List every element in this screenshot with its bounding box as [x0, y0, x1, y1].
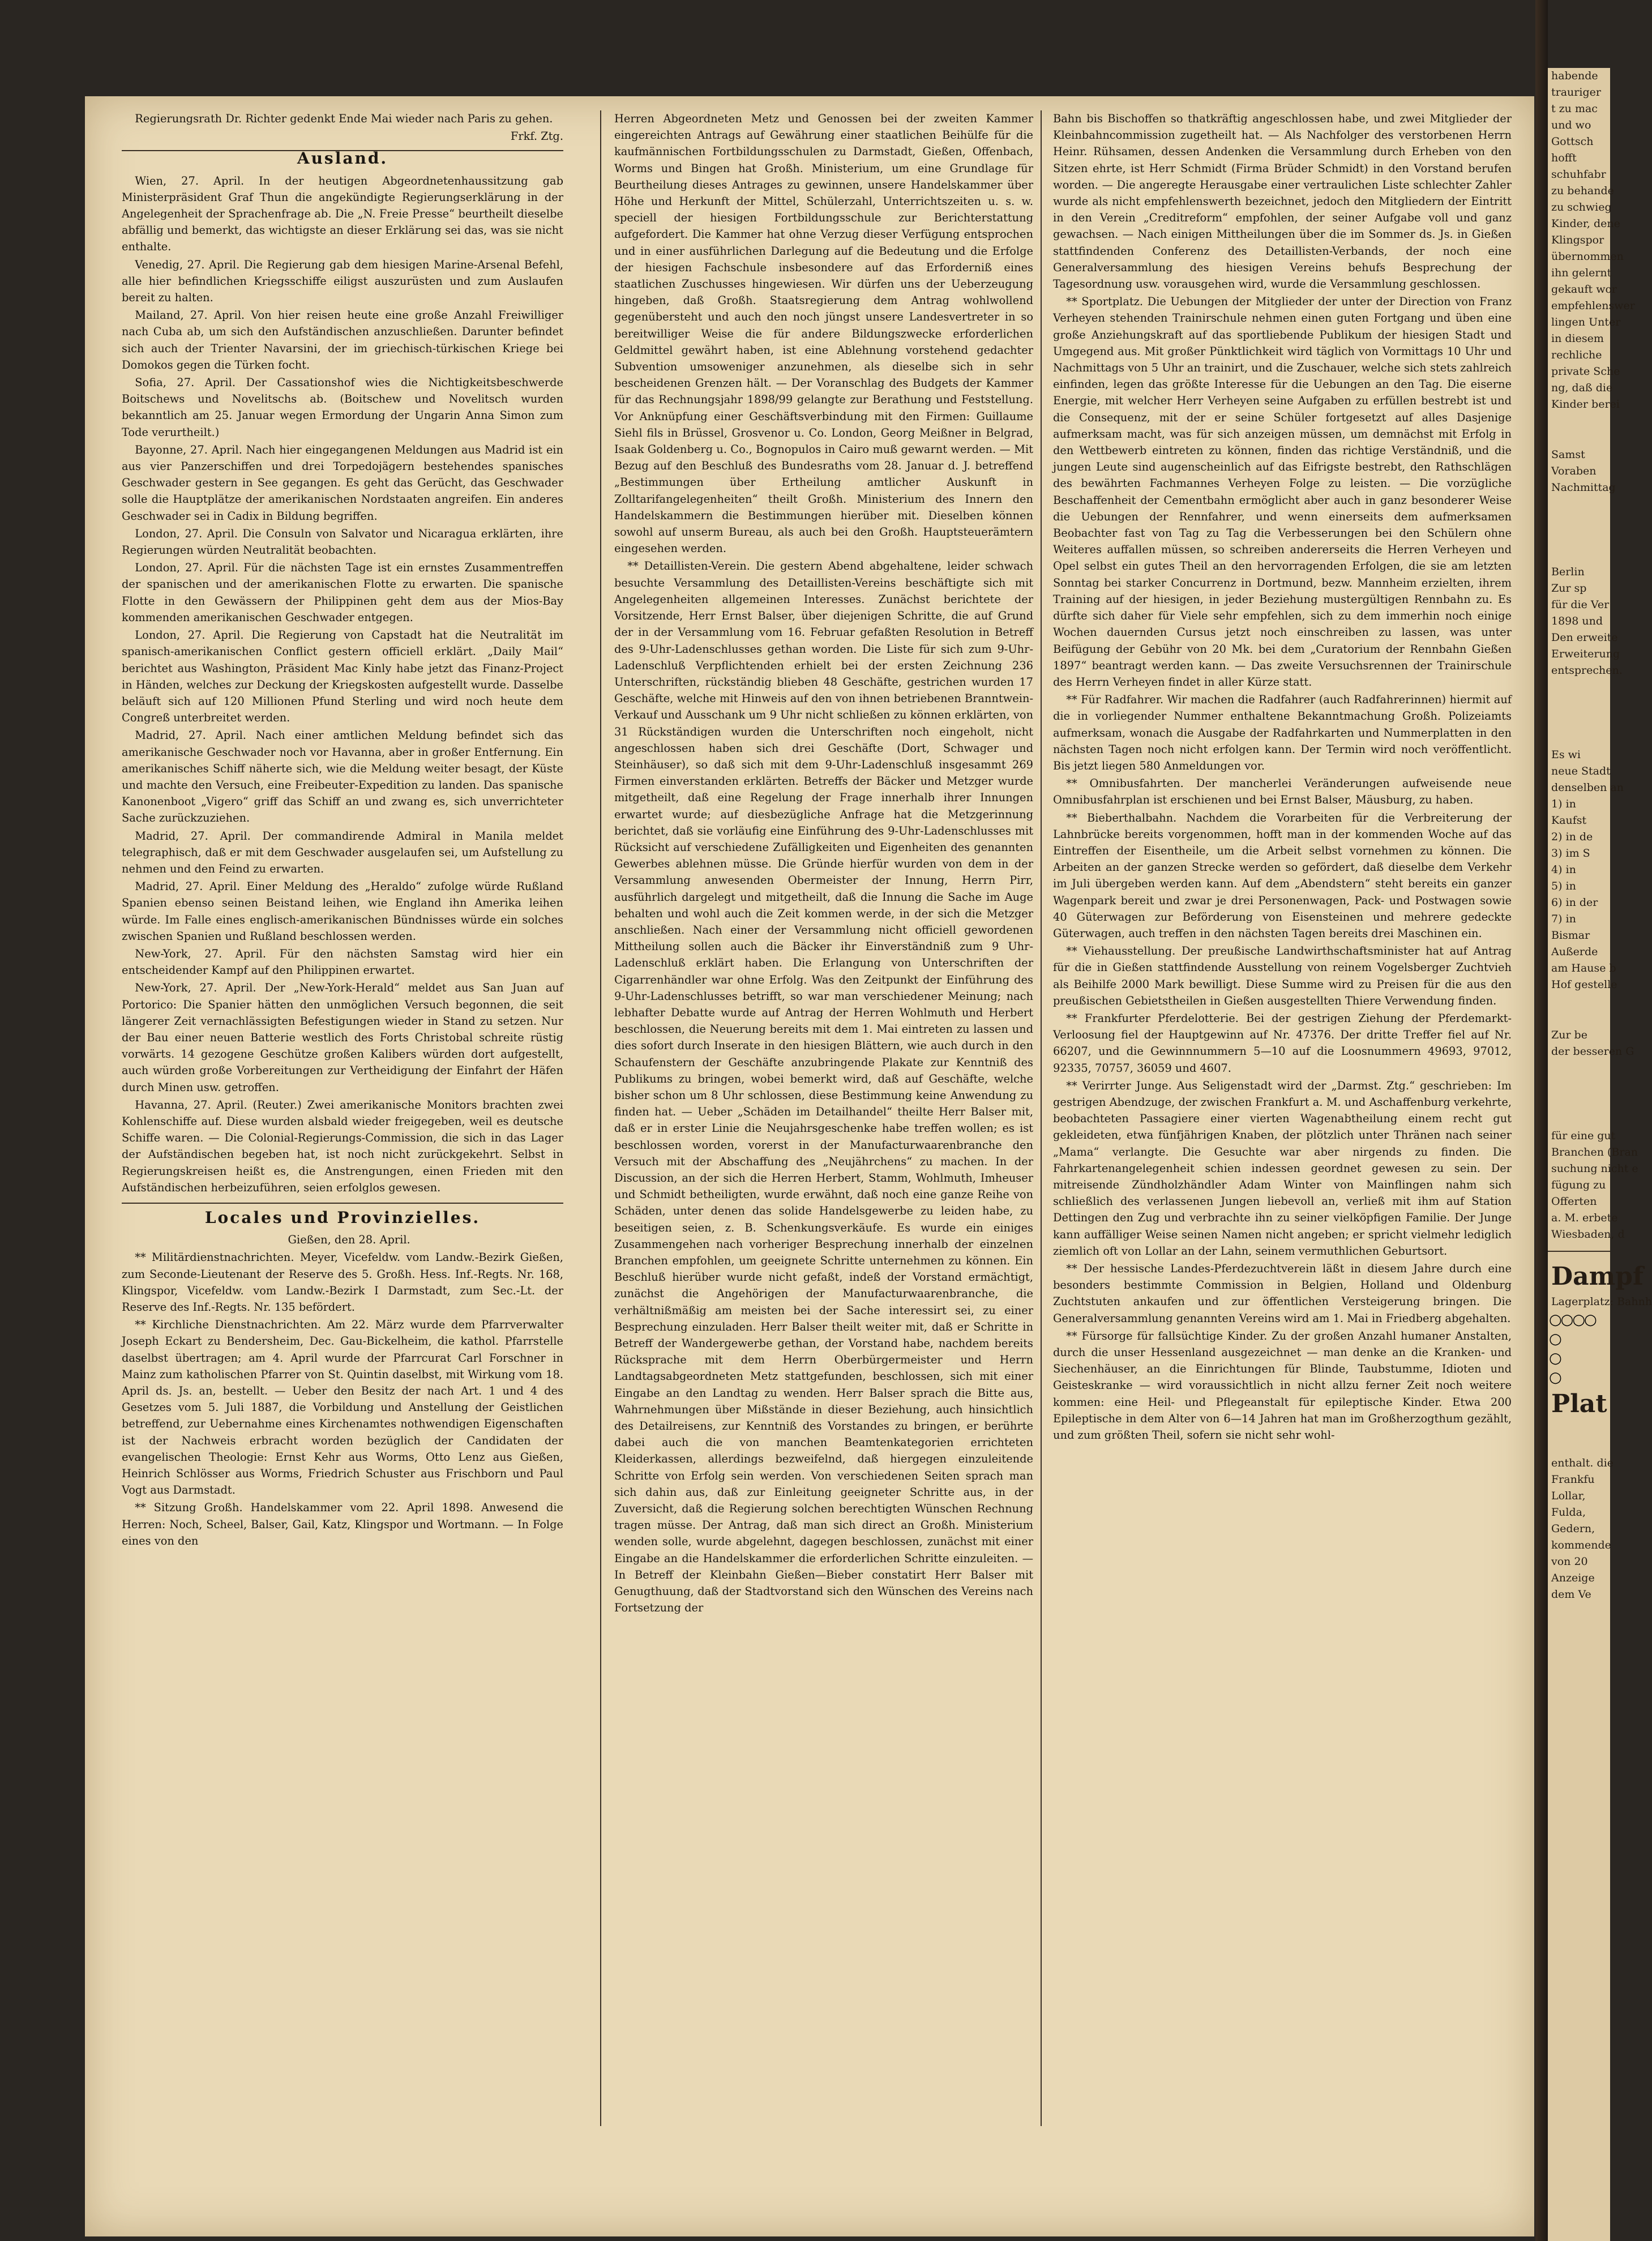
edge-text-line: Samst: [1551, 448, 1585, 461]
paragraph: ** Frankfurter Pferdelotterie. Bei der gestrigen Ziehung der Pferdemarkt-Verloosung fiel der Hauptgewinn auf Nr. 47376. Der dritte Treffer fiel auf Nr. 66207, und die Gewinnnummern 5—10 auf die Loosnummern 49693, 97012, 92335, 70757, 36059 und 4607.: [1053, 1011, 1512, 1075]
paragraph: ** Bieberthalbahn. Nachdem die Vorarbeiten für die Verbreiterung der Lahnbrücke bereits vorgenommen, hofft man in der kommenden Woche auf das Eintreffen der Eisentheile, um die Arbeit selbst vornehmen zu können. Die Arbeiten an der ganzen Strecke werden so gefördert, daß dieselbe dem Verkehr im Juli übergeben werden kann. Auf dem „Abendstern“ steht bereits ein ganzer Wagenpark bereit und zwar je drei Personenwagen, Pack- und Postwagen sowie 40 Güterwagen zur Beförderung von Eisensteinen und mehrere gedeckte Güterwagen, auch treffen in den nächsten Tagen bereits drei Maschinen ein.: [1053, 811, 1512, 940]
edge-text-line: der besseren G: [1551, 1045, 1634, 1058]
section-heading-ausland: Ausland.: [297, 149, 388, 168]
edge-text-line: zu schwieg: [1551, 201, 1612, 213]
edge-text-line: Offerten: [1551, 1195, 1597, 1208]
paragraph: ** Fürsorge für fallsüchtige Kinder. Zu der großen Anzahl humaner Anstalten, durch die unser Hessenland ausgezeichnet — man denke an die Kranken- und Siechenhäuser, an die Einrichtungen für Blinde, Taubstumme, Idioten und Geisteskranke — wird voraussichtlich in nicht allzu ferner Zeit noch weitere kommen: eine Heil- und Pflegeanstalt für epileptische Kinder. Etwa 200 Epileptische in dem Alter von 6—14 Jahren hat man im Großherzogthum gezählt, und zum größten Theil, sofern sie nicht sehr wohl-: [1053, 1329, 1512, 1442]
edge-text-line: private Sche: [1551, 365, 1620, 378]
adjacent-page-text-ad: [1548, 1421, 1614, 1603]
edge-text-line: trauriger: [1551, 86, 1601, 99]
edge-text-line: gekauft wor: [1551, 283, 1617, 296]
paragraph: Bahn bis Bischoffen so thatkräftig angeschlossen habe, und zwei Mitglieder der Kleinbahncommission zugetheilt hat. — Als Nachfolger des verstorbenen Herrn Heinr. Rühsamen, dessen Andenken die Versammlung durch Erheben von den Sitzen ehrte, ist Herr Schmidt (Firma Brüder Schmidt) in den Vorstand berufen worden. — Die angeregte Herausgabe einer vertraulichen Liste schlechter Zahler wurde als nicht empfehlenswerth bezeichnet, jedoch den Mitgliedern der Eintritt in den Verein „Creditreform“ empfohlen, der seiner Aufgabe voll und ganz gewachsen. — Nach einigen Mittheilungen über die im Sommer ds. Js. in Gießen stattfindenden Conferenz des Detaillisten-Verbands, der noch eine Generalversammlung des hiesigen Vereins behufs Besprechung der Tagesordnung usw. vorausgehen wird, wurde die Versammlung geschlossen.: [1053, 112, 1512, 291]
edge-text-line: [1548, 679, 1610, 713]
column-rule-1: [600, 110, 601, 2126]
edge-text-line: [1548, 530, 1610, 564]
edge-text-line: Zur sp: [1551, 582, 1587, 595]
edge-text-line: fügung zu: [1551, 1179, 1606, 1191]
edge-text-line: Wiesbaden, d: [1551, 1228, 1625, 1241]
edge-text-line: am Hause b: [1551, 962, 1616, 974]
edge-text-line: Anzeige: [1551, 1572, 1595, 1584]
edge-text-line: von 20: [1551, 1555, 1588, 1568]
edge-text-line: Berlin: [1551, 566, 1585, 578]
edge-text-line: Den erweite: [1551, 631, 1618, 644]
edge-text-line: Lagerplatz: Bahnh: [1551, 1295, 1652, 1308]
edge-text-line: suchung nicht e: [1551, 1162, 1638, 1175]
paragraph: ** Für Radfahrer. Wir machen die Radfahrer (auch Radfahrerinnen) hiermit auf die in vorliegender Nummer enthaltene Bekanntmachung Großh. Polizeiamts aufmerksam, wonach die Ausgabe der Radfahrkarten und Nummerplatten in den nächsten Tagen noch nicht erfolgen kann. Der Termin wird noch veröffentlicht. Bis jetzt liegen 580 Anmeldungen vor.: [1053, 693, 1512, 772]
edge-text-line: [1548, 496, 1610, 530]
adjacent-page-text: [1548, 68, 1638, 1243]
edge-text-line: übernommen: [1551, 250, 1624, 263]
edge-text-line: Kaufst: [1551, 814, 1587, 827]
paragraph: London, 27. April. Die Regierung von Capstadt hat die Neutralität im spanisch-amerikanischen Conflict gestern officiell erklärt. „Daily Mail“ berichtet aus Washington, Präsident Mac Kinly habe jetzt das Finanz-Project in Händen, welches zur Deckung der Kriegskosten aufgestellt wurde. Dasselbe beläuft sich auf 120 Millionen Pfund Sterling und wird noch heute dem Congreß unterbreitet werden.: [122, 628, 563, 725]
edge-text-line: entsprechen.: [1551, 664, 1623, 677]
paragraph: London, 27. April. Für die nächsten Tage ist ein ernstes Zusammentreffen der spanischen und der amerikanischen Flotte zu erwarten. Die spanische Flotte in den Gewässern der Philippinen geht dem aus der Mios-Bay kommenden amerikanischen Geschwader entgegen.: [122, 561, 563, 624]
edge-text-line: lingen Unter: [1551, 316, 1621, 328]
edge-text-line: Außerde: [1551, 946, 1598, 958]
dateline: Gießen, den 28. April.: [288, 1233, 410, 1247]
paragraph: Mailand, 27. April. Von hier reisen heute eine große Anzahl Freiwilliger nach Cuba ab, um sich den Aufständischen anzuschließen. Darunter befindet sich auch der Trienter Navarsini, der im griechisch-türkischen Kriege bei Domokos gegen die Türken focht.: [122, 309, 563, 371]
edge-text-line: [1548, 993, 1610, 1027]
edge-text-line: Bismar: [1551, 929, 1590, 942]
edge-text-line: 4) in: [1551, 863, 1576, 876]
paragraph: Madrid, 27. April. Der commandirende Admiral in Manila meldet telegraphisch, daß er mit dem Geschwader ausgelaufen sei, um Aufstellung zu nehmen und den Feind zu erwarten.: [122, 829, 563, 875]
edge-text-line: 2) in de: [1551, 831, 1593, 843]
edge-text-line: 1898 und: [1551, 615, 1603, 627]
paragraph: ** Kirchliche Dienstnachrichten. Am 22. März wurde dem Pfarrverwalter Joseph Eckart zu Bendersheim, Dec. Gau-Bickelheim, die kathol. Pfarrstelle daselbst übertragen; am 4. April wurde der Pfarrcurat Carl Forschner in Mainz zum katholischen Pfarrer von St. Quintin daselbst, mit Wirkung vom 18. April ds. Js. an, bestellt. — Ueber den Besitz der nach Art. 1 und 4 des Gesetzes vom 5. Juli 1887, die Vorbildung und Anstellung der Geistlichen betreffend, zur Uebernahme eines Kirchenamtes nothwendigen Eigenschaften ist der Nachweis erbracht worden bezüglich der Candidaten der evangelischen Theologie: Ernst Kehr aus Worms, Otto Lenz aus Gießen, Heinrich Schlösser aus Worms, Friedrich Schuster aus Frischborn und Paul Vogt aus Darmstadt.: [122, 1318, 563, 1497]
edge-text-line: Gedern,: [1551, 1522, 1595, 1535]
edge-text-line: Hof gestelle: [1551, 978, 1617, 991]
edge-text-line: rechliche: [1551, 349, 1602, 361]
paragraph: London, 27. April. Die Consuln von Salvator und Nicaragua erklärten, ihre Regierungen würden Neutralität beobachten.: [122, 527, 563, 557]
edge-text-line: schuhfabr: [1551, 168, 1606, 181]
source-credit: Frkf. Ztg.: [510, 130, 563, 143]
edge-ad-heading: Plat: [1551, 1389, 1607, 1418]
edge-text-line: Fulda,: [1551, 1506, 1586, 1519]
edge-text-line: ng, daß die: [1551, 382, 1613, 394]
paragraph: ** Der hessische Landes-Pferdezuchtverein läßt in diesem Jahre durch eine besonders bestimmte Commission in Belgien, Holland und Oldenburg Zuchtstuten ankaufen und zur öffentlichen Versteigerung bringen. Die Generalversammlung genannten Vereins wird am 1. Mai in Friedberg abgehalten.: [1053, 1262, 1512, 1325]
edge-text-line: Voraben: [1551, 465, 1597, 477]
section-rule: [122, 1203, 563, 1204]
edge-text-line: für die Ver: [1551, 598, 1610, 611]
edge-text-line: t zu mac: [1551, 102, 1598, 115]
ornament-border: ○○○○ ○ ○ ○: [1549, 1311, 1596, 1386]
paragraph: ** Omnibusfahrten. Der mancherlei Veränderungen aufweisende neue Omnibusfahrplan ist erschienen und bei Ernst Balser, Mäusburg, zu haben.: [1053, 777, 1512, 807]
edge-text-line: [1548, 713, 1610, 747]
edge-text-line: ihn gelernt: [1551, 267, 1612, 279]
paragraph: Regierungsrath Dr. Richter gedenkt Ende Mai wieder nach Paris zu gehen.: [135, 112, 553, 125]
edge-rule: [1548, 1251, 1610, 1252]
edge-text-line: enthalt. die: [1551, 1457, 1614, 1469]
paragraph: ** Detaillisten-Verein. Die gestern Abend abgehaltene, leider schwach besuchte Versammlung des Detaillisten-Vereins beschäftigte sich mit Angelegenheiten allgemeinen Interesses. Zunächst berichtete der Vorsitzende, Herr Ernst Balser, über diejenigen Schritte, die auf Grund der in der Versammlung vom 16. Februar gefaßten Resolution in Betreff des 9-Uhr-Ladenschlusses gethan worden. Die Liste für sich zum 9-Uhr-Ladenschluß Verpflichtenden erhielt bei der ersten Zeichnung 236 Unterschriften, rückständig blieben 48 Geschäfte, gestrichen wurden 17 Geschäfte, welche mit Hinweis auf den von ihnen betriebenen Branntwein-Verkauf und Ausschank um 9 Uhr nicht schließen zu können erklärten, von 31 Rückständigen wurden die Unterschriften noch eingeholt, nicht angeschlossen haben sich drei Geschäfte (Dort, Schwager und Steinhäuser), so daß sich mit dem 9-Uhr-Ladenschluß insgesammt 269 Firmen einverstanden erklärten. Betreffs der Bäcker und Metzger wurde mitgetheilt, daß eine Regelung der Frage innerhalb ihrer Innungen erwartet wurde; auf diesbezügliche Anfrage hat die Metzgerinnung berichtet, daß sie vorläufig eine Einführung des 9-Uhr-Ladenschlusses mit Rücksicht auf verschiedene Zufälligkeiten und Eigenheiten des genannten Gewerbes ablehnen müsse. Die Gründe hierfür wurden von dem in der Versammlung anwesenden Obermeister der Innung, Herrn Pirr, ausführlich dargelegt und mitgetheilt, daß die Innung die Sache im Auge behalten und wohl auch die Zeit kommen werde, in der sich die Metzger anschließen. Nach einer der Versammlung nicht officiell gewordenen Mittheilung sollen auch die Bäcker ihr Einverständniß zum 9 Uhr-Ladenschluß erklärt haben. Die Erlangung von Unterschriften der Cigarrenhändler war ohne Erfolg. Was den Zeitpunkt der Einführung des 9-Uhr-Ladenschlusses betrifft, so war man verschiedener Meinung; nach lebhafter Debatte wurde auf Antrag der Herren Wohlmuth und Herbert beschlossen, die Neuerung bereits mit dem 1. Mai eintreten zu lassen und dies sofort durch Inserate in den hiesigen Blättern, wie auch durch in den Schaufenstern der Geschäfte anzubringende Plakate zur Kenntniß des Publikums zu bringen, wobei bemerkt wird, daß auf Geschäfte, welche bisher schon um 8 Uhr schlossen, diese Bestimmung keine Anwendung zu finden hat. — Ueber „Schäden im Detailhandel“ theilte Herr Balser mit, daß er in erster Linie die Neujahrsgeschenke habe treffen wollen; es ist beschlossen worden, vorerst in der Manufacturwaarenbranche den Versuch mit der Abschaffung des „Neujährchens“ zu machen. In der Discussion, an der sich die Herren Herbert, Stamm, Wohlmuth, Imheuser und Schmidt betheiligten, wurde erwähnt, daß noch eine ganze Reihe von Schäden, unter denen das solide Handelsgewerbe zu leiden habe, zu beseitigen seien, z. B. Schenkungsverkäufe. Es wurde ein einiges Zusammengehen nach vorheriger Besprechung innerhalb der einzelnen Branchen empfohlen, um geeignete Schritte unternehmen zu können. Ein Beschluß hierüber wurde nicht gefaßt, indeß der Vorstand ermächtigt, zunächst die Angehörigen der Manufacturwaarenbranche, die verhältnißmäßig am meisten bei der Sache interessirt sei, zu einer Besprechung einzuladen. Herr Balser theilt weiter mit, daß er Schritte in Betreff der Wandergewerbe gethan, der Vorstand habe, nachdem bereits Rücksprache mit dem Herrn Oberbürgermeister und Herrn Landtagsabgeordneten Metz stattgefunden, beschlossen, sich mit einer Eingabe an den Landtag zu wenden. Herr Balser sprach die Bitte aus, Wahrnehmungen über Mißstände in dieser Beziehung, auch hinsichtlich des Detailreisens, zur Kenntniß des Vorstandes zu bringen, er berührte dabei auch die von manchen Beamtenkategorien errichteten Kleiderkassen, allerdings bezweifelnd, daß hiergegen einzuleitende Schritte von Erfolg sein werden. Von verschiedenen Seiten sprach man sich dahin aus, daß zur Einleitung geeigneter Schritte aus, in der Zuversicht, daß die Regierung solchen berechtigten Wünschen Rechnung tragen müsse. Der Antrag, daß man sich direct an Großh. Ministerium wenden solle, wurde abgelehnt, dagegen beschlossen, zunächst mit einer Eingabe an die Handelskammer die erforderlichen Schritte einzuleiten. — In Betreff der Kleinbahn Gießen—Bieber constatirt Herr Balser mit Genugthuung, daß der Stadtvorstand sich den Wünschen des Vereins nach Fortsetzung der: [614, 559, 1033, 1615]
paragraph: Wien, 27. April. In der heutigen Abgeordnetenhaussitzung gab Ministerpräsident Graf Thun die angekündigte Regierungserklärung in der Angelegenheit der Sprachenfrage ab. Die „N. Freie Presse“ beurtheilt dieselbe abfällig und bemerkt, das wichtigste an dieser Erklärung sei das, was sie nicht enthalte.: [122, 174, 563, 254]
edge-text-line: 5) in: [1551, 880, 1576, 892]
edge-text-line: [1548, 1094, 1610, 1128]
paragraph: Herren Abgeordneten Metz und Genossen bei der zweiten Kammer eingereichten Antrags auf Gewährung einer staatlichen Beihülfe für die kaufmännischen Fortbildungsschulen zu Darmstadt, Gießen, Offenbach, Worms und Bingen hat Großh. Ministerium, um eine Grundlage für Beurtheilung dieses Antrages zu gewinnen, unsere Handelskammer über Höhe und Herkunft der Mittel, Schülerzahl, Unterrichtszeiten u. s. w. speciell der hiesigen Fortbildungsschule zur Berichterstattung aufgefordert. Die Kammer hat ohne Verzug dieser Verfügung entsprochen und in einer ausführlichen Darlegung auf die Bedeutung und die Erfolge der hiesigen Fachschule insbesondere auf das Erforderniß eines staatlichen Zuschusses hingewiesen. Wir dürfen uns der Ueberzeugung hingeben, daß Großh. Staatsregierung dem Antrag wohlwollend gegenübersteht und auch den noch jüngst unsere Landesvertreter in so bereitwilliger Weise die für andere Bildungszwecke erforderlichen Geldmittel gewährt haben, ist eine Ablehnung vorstehend gedachter Subvention umsoweniger anzunehmen, als dieselbe sich in sehr bescheidenen Grenzen hält. — Der Voranschlag des Budgets der Kammer für das Rechnungsjahr 1898/99 gelangte zur Berathung und Feststellung. Vor Anknüpfung einer Geschäftsverbindung mit den Firmen: Guillaume Siehl fils in Brüssel, Grosvenor u. Co. London, Georg Meißner in Belgrad, Isaak Goldenberg u. Co., Bognopulos in Cairo muß gewarnt werden. — Mit Bezug auf den Beschluß des Bundesraths vom 28. Januar d. J. betreffend „Bestimmungen über Ertheilung amtlicher Auskunft in Zolltarifangelegenheiten“ theilt Großh. Ministerium des Innern den Handelskammern die Bestimmungen hierüber mit. Dieselben können sowohl auf unserm Bureau, als auch bei den Großh. Hauptsteuerämtern eingesehen werden.: [614, 112, 1033, 555]
paragraph: Sofia, 27. April. Der Cassationshof wies die Nichtigkeitsbeschwerde Boitschews und Novelitschs ab. (Boitschew und Novelitsch wurden bekanntlich am 25. Januar wegen Ermordung der Ungarin Anna Simon zum Tode verurtheilt.): [122, 376, 563, 439]
edge-text-line: Kinder, dene: [1551, 217, 1620, 230]
paragraph: Madrid, 27. April. Nach einer amtlichen Meldung befindet sich das amerikanische Geschwader noch vor Havanna, aber in großer Entfernung. Ein amerikanisches Schiff näherte sich, wie die Meldung weiter besagt, der Küste und machte den Versuch, eine Freibeuter-Expedition zu landen. Das spanische Kanonenboot „Vigero“ griff das Schiff an und zwang es, sich unverrichteter Sache zurückzuziehen.: [122, 729, 563, 825]
paragraph: New-York, 27. April. Der „New-York-Herald“ meldet aus San Juan auf Portorico: Die Spanier hätten den unmöglichen Versuch begonnen, die seit längerer Zeit vernachlässigten Befestigungen wieder in Stand zu setzen. Nur der Bau einer neuen Batterie westlich des Forts Christobal schreite rüstig vorwärts. 14 gezogene Geschütze großen Kalibers würden dort aufgestellt, auch würden große Vorbereitungen zur Vertheidigung der Einfahrt der Häfen durch Minen usw. getroffen.: [122, 981, 563, 1094]
paragraph: Bayonne, 27. April. Nach hier eingegangenen Meldungen aus Madrid ist ein aus vier Panzerschiffen und drei Torpedojägern bestehendes spanisches Geschwader gestern in See gegangen. Es geht das Gerücht, das Geschwader solle die Hauptplätze der amerikanischen Nordstaaten angreifen. Ein anderes Geschwader sei in Cadix in Bildung begriffen.: [122, 443, 563, 523]
edge-text-line: 1) in: [1551, 798, 1576, 810]
column-3: [1053, 110, 1512, 2160]
edge-text-line: Es wi: [1551, 749, 1581, 761]
column-2: [614, 110, 1033, 2160]
paragraph: Havanna, 27. April. (Reuter.) Zwei amerikanische Monitors brachten zwei Kohlenschiffe auf. Diese wurden alsbald wieder freigegeben, weil es deutsche Schiffe waren. — Die Colonial-Regierungs-Commission, die sich in das Lager der Aufständischen begeben hat, ist noch nicht zurückgekehrt. Selbst in Regierungskreisen heißt es, die Anstrengungen, einen Frieden mit den Aufständischen herbeizuführen, seien erfolglos gewesen.: [122, 1098, 563, 1194]
edge-text-line: dem Ve: [1551, 1588, 1591, 1601]
paragraph: ** Viehausstellung. Der preußische Landwirthschaftsminister hat auf Antrag für die in Gießen stattfindende Ausstellung von reinem Vogelsberger Zuchtvieh als Beihilfe 2000 Mark bewilligt. Diese Summe wird zu Preisen für die aus den preußischen Gebietstheilen in Gießen ausgestellten Thiere Verwendung finden.: [1053, 944, 1512, 1007]
edge-text-line: Nachmittag: [1551, 481, 1616, 494]
adjacent-page-edge: [1548, 68, 1652, 2241]
book-gutter: [1535, 0, 1548, 2241]
edge-text-line: denselben an: [1551, 781, 1624, 794]
edge-text-line: zu behande: [1551, 185, 1614, 197]
edge-text-line: in diesem: [1551, 332, 1604, 345]
edge-text-line: für eine gut: [1551, 1130, 1616, 1142]
paragraph: New-York, 27. April. Für den nächsten Samstag wird hier ein entscheidender Kampf auf den Philippinen erwartet.: [122, 947, 563, 977]
edge-text-line: empfehlenswer: [1551, 300, 1635, 312]
edge-text-line: habende: [1551, 70, 1598, 82]
edge-text-line: 7) in: [1551, 913, 1576, 925]
edge-text-line: [1548, 1060, 1610, 1094]
column-rule-2: [1041, 110, 1042, 2126]
edge-text-line: 6) in der: [1551, 896, 1598, 909]
paragraph: Madrid, 27. April. Einer Meldung des „Heraldo“ zufolge würde Rußland Spanien ebenso seinen Beistand leihen, wie England ihn Amerika leihen würde. Im Falle eines englisch-amerikanischen Bündnisses würde ein solches zwischen Spanien und Rußland beschlossen werden.: [122, 880, 563, 943]
paragraph: ** Militärdienstnachrichten. Meyer, Vicefeldw. vom Landw.-Bezirk Gießen, zum Seconde-Lieutenant der Reserve des 5. Großh. Hess. Inf.-Regts. Nr. 168, Klingspor, Vicefeldw. vom Landw.-Bezirk I Darmstadt, zum Sec.-Lt. der Reserve des Inf.-Regts. Nr. 135 befördert.: [122, 1251, 563, 1314]
edge-text-line: neue Stadt: [1551, 765, 1611, 777]
paragraph: ** Sportplatz. Die Uebungen der Mitglieder der unter der Direction von Franz Verheyen stehenden Trainirschule nehmen einen guten Fortgang und üben eine große Anziehungskraft auf das sportliebende Publikum der hiesigen Stadt und Umgegend aus. Mit großer Pünktlichkeit wird täglich von Vormittags 10 Uhr und Nachmittags von 5 Uhr an trainirt, und die Zuschauer, welche sich stets zahlreich einfinden, legen das größte Interesse für die Uebungen an den Tag. Die eiserne Energie, mit welcher Herr Verheyen seine Aufgaben zu erfüllen bestrebt ist und die Consequenz, mit der er seine Schüler fortgesetzt auf alles Dasjenige aufmerksam macht, was für sich anzeigen müssen, um demnächst mit Erfolg in den Wettbewerb eintreten zu können, finden das richtige Verständniß, und die jungen Leute sind augenscheinlich auf das Eifrigste bestrebt, den Rathschlägen des bewährten Fachmannes Verheyen Folge zu leisten. — Die vorzügliche Beschaffenheit der Cementbahn ermöglicht aber auch in ganz besonderer Weise die Uebungen der Rennfahrer, und wenn einerseits dem aufmerksamen Beobachter fast von Tag zu Tag die Verbesserungen bei den Schülern ohne Weiteres auffallen müssen, so schreiben andererseits die Herren Verheyen und Opel selbst ein gutes Theil an den hervorragenden Erfolgen, die sie am letzten Sonntag bei starker Concurrenz in Dortmund, bezw. Mannheim erzielten, ihrem Training auf der hiesigen, in jeder Beziehung mustergültigen Rennbahn zu. Es dürfte sich daher für Viele sehr empfehlen, sich zu dem immerhin noch einige Wochen dauernden Cursus jetzt noch einschreiben zu lassen, was unter Beifügung der Gebühr von 20 Mk. bei dem „Curatorium der Rennbahn Gießen 1897“ beantragt werden kann. — Das zweite Versuchsrennen der Trainirschule des Herrn Verheyen findet in aller Kürze statt.: [1053, 295, 1512, 688]
edge-text-line: [1548, 413, 1610, 447]
edge-text-line: Frankfu: [1551, 1473, 1595, 1486]
paragraph: Venedig, 27. April. Die Regierung gab dem hiesigen Marine-Arsenal Befehl, alle hier befindlichen Kriegsschiffe eiligst auszurüsten und zum Auslaufen bereit zu halten.: [122, 258, 563, 305]
edge-text-line: Kinder berei: [1551, 398, 1620, 410]
edge-text-line: Branchen (Bran: [1551, 1146, 1638, 1158]
paragraph: ** Verirrter Junge. Aus Seligenstadt wird der „Darmst. Ztg.“ geschrieben: Im gestrigen Abendzuge, der zwischen Frankfurt a. M. und Aschaffenburg verkehrte, beobachteten Passagiere einer vierten Wagenabtheilung einem recht gut gekleideten, etwa fünfjährigen Knaben, der plötzlich unter Thränen nach seiner „Mama“ verlangte. Die Gesuchte war aber nirgends zu finden. Die Fahrkartenangelegenheit schien indessen geordnet gewesen zu sein. Der mitreisende Zündholzhändler Adam Winter von Mainflingen nahm sich schließlich des verlassenen Jungen liebevoll an, verließ mit ihm auf Station Dettingen den Zug und verbrachte ihn zu seiner vielköpfigen Familie. Der Junge kann auffälliger Weise seinen Namen nicht angeben; er spricht vielmehr lediglich ziemlich oft von Lollar an der Lahn, seinem vermuthlichen Geburtsort.: [1053, 1079, 1512, 1258]
edge-text-line: 3) im S: [1551, 847, 1590, 859]
edge-ad-heading: Dampf: [1551, 1262, 1644, 1291]
edge-text-line: [1548, 1421, 1610, 1455]
edge-text-line: a. M. erbete: [1551, 1212, 1618, 1224]
edge-text-line: Zur be: [1551, 1029, 1587, 1041]
edge-text-line: kommende: [1551, 1539, 1611, 1551]
edge-text-line: Erweiterung: [1551, 648, 1620, 660]
edge-text-line: Gottsch: [1551, 135, 1594, 148]
edge-text-line: Lollar,: [1551, 1490, 1586, 1502]
edge-text-line: und wo: [1551, 119, 1591, 131]
column-1: [122, 110, 563, 2160]
section-heading-locales: Locales und Provinzielles.: [204, 1208, 481, 1227]
edge-text-line: Klingspor: [1551, 234, 1604, 246]
edge-text-line: hofft: [1551, 152, 1577, 164]
paragraph: ** Sitzung Großh. Handelskammer vom 22. April 1898. Anwesend die Herren: Noch, Scheel, Balser, Gail, Katz, Klingspor und Wortmann. — In Folge eines von den: [122, 1501, 563, 1547]
adjacent-page-text-ad: [1548, 1294, 1652, 1310]
